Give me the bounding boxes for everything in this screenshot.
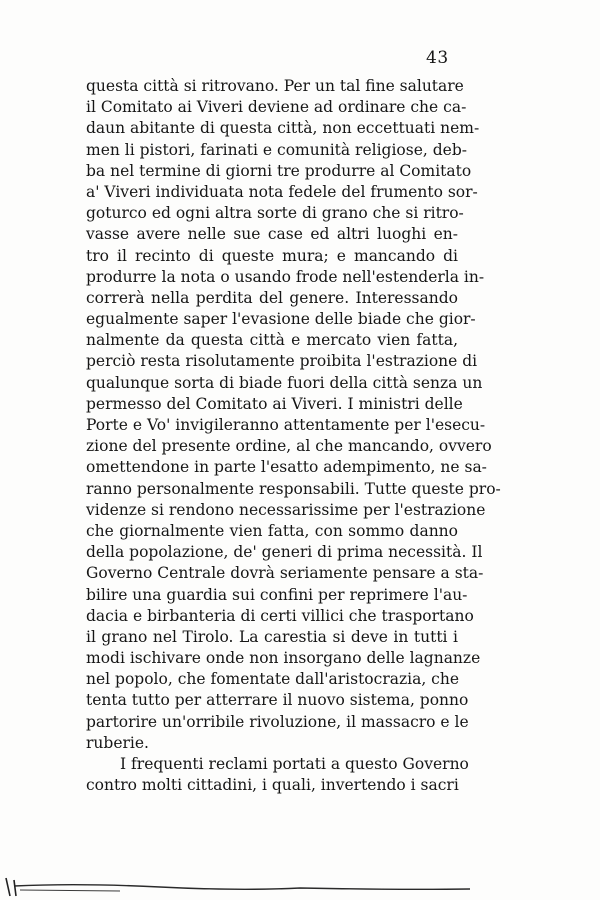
text-line: ranno personalmente responsabili. Tutte queste pro- (86, 479, 501, 498)
text-line: permesso del Comitato ai Viveri. I ministri delle (86, 394, 463, 413)
paragraph-start-line: I frequenti reclami portati a questo Governo (120, 755, 469, 773)
paragraph-end-line: ruberie. (86, 733, 149, 752)
text-line: goturco ed ogni altra sorte di grano che si ritro- (86, 204, 464, 223)
text-line: contro molti cittadini, i quali, invertendo i sacri (86, 776, 459, 795)
text-line: partorire un'orribile rivoluzione, il massacro e le (86, 712, 469, 731)
text-line: men li pistori, farinati e comunità religiose, deb- (86, 140, 467, 159)
text-line: videnze si rendono necessarissime per l'estrazione (86, 500, 486, 519)
text-line: ba nel termine di giorni tre produrre al Comitato (86, 161, 472, 180)
body-text (86, 76, 501, 796)
text-line: il grano nel Tirolo. La carestia si deve in tutti i (86, 627, 458, 646)
text-line: a' Viveri individuata nota fedele del frumento sor- (86, 182, 478, 201)
text-line: vasse avere nelle sue case ed altri luoghi en- (86, 225, 458, 244)
text-line: della popolazione, de' generi di prima necessità. Il (86, 543, 483, 562)
text-line: omettendone in parte l'esatto adempimento, ne sa- (86, 458, 487, 477)
page-number: 43 (426, 48, 449, 68)
text-line: dacia e birbanteria di certi villici che trasportano (86, 606, 474, 625)
text-line: nalmente da questa città e mercato vien fatta, (86, 331, 458, 350)
text-line: zione del presente ordine, al che mancando, ovvero (86, 437, 492, 456)
scan-edge-mark (0, 866, 600, 900)
text-line: qualunque sorta di biade fuori della città senza un (86, 373, 483, 392)
text-line: produrre la nota o usando frode nell'estenderla in- (86, 267, 485, 286)
text-line: daun abitante di questa città, non eccettuati nem- (86, 119, 480, 138)
text-line: questa città si ritrovano. Per un tal fine salutare (86, 77, 464, 95)
text-line: nel popolo, che fomentate dall'aristocrazia, che (86, 670, 460, 689)
text-line: modi ischivare onde non insorgano delle lagnanze (86, 649, 481, 668)
text-line: tenta tutto per atterrare il nuovo sistema, ponno (86, 691, 469, 710)
text-line: correrà nella perdita del genere. Interessando (86, 288, 458, 307)
text-line: Governo Centrale dovrà seriamente pensare a sta- (86, 564, 484, 583)
text-line: bilire una guardia sui confini per reprimere l'au- (86, 585, 468, 604)
text-line: il Comitato ai Viveri deviene ad ordinare che ca- (86, 98, 467, 117)
text-line: perciò resta risolutamente proibita l'estrazione di (86, 352, 478, 371)
text-line: che giornalmente vien fatta, con sommo danno (86, 521, 458, 540)
text-line: Porte e Vo' invigileranno attentamente per l'esecu- (86, 416, 486, 434)
text-line: egualmente saper l'evasione delle biade che gior- (86, 310, 476, 329)
text-line: tro il recinto di queste mura; e mancando di (86, 246, 458, 265)
